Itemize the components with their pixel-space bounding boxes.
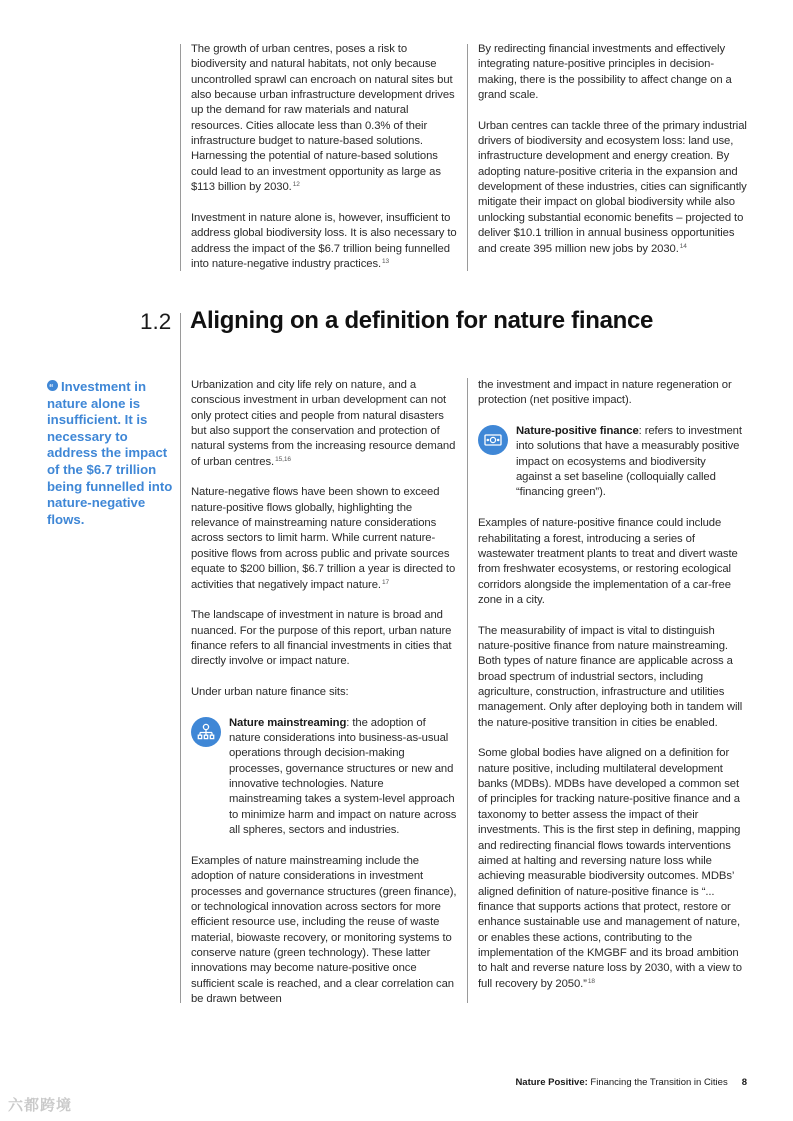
main-left-column xyxy=(191,378,457,1023)
money-icon xyxy=(478,425,508,455)
callout-term: Nature mainstreaming xyxy=(229,716,347,729)
paragraph: Urbanization and city life rely on nature, and a conscious investment in urban development can not only protect cities and people from natural disasters but also support the conservation and protection of natural systems from the increasing resource demand of urban centres.$^{15,16}$ xyxy=(191,379,456,468)
paragraph: By redirecting financial investments and effectively integrating nature-positive principles in decision-making, there is the possibility to affect change on a grand scale. xyxy=(478,43,732,102)
top-right-column xyxy=(478,42,748,272)
top-left-column xyxy=(191,42,461,288)
callout-text: : the adoption of nature considerations into business-as-usual operations through decision-making processes, governance structures or new and innovative technologies. Nature mainstreaming takes a system-level approach to minimize harm and impact on nature across all spheres, sectors and industries. xyxy=(229,716,457,837)
quote-icon xyxy=(47,380,58,391)
report-title: Financing the Transition in Cities xyxy=(587,1077,728,1088)
nature-positive-finance-callout xyxy=(478,424,744,501)
network-icon xyxy=(191,717,221,747)
callout-term: Nature-positive finance xyxy=(516,425,639,438)
callout-text: : refers to investment into solutions that have a measurably positive impact on ecosystems and biodiversity against a set baseline (colloquially called “financing green”). xyxy=(516,425,742,499)
column-rule-top-left xyxy=(180,44,181,271)
pull-quote: “ Investment in nature alone is insufficient. It is necessary to address the impact of the $6.7 trillion being funnelled into nature-negative flows. xyxy=(47,379,173,527)
paragraph: Examples of nature-positive finance could include rehabilitating a forest, introducing a series of wastewater treatment plants to treat and divert waste from freshwater ecosystems, or restoring ecological corridors alongside the implementation of a car-free zone in a city. xyxy=(478,517,738,606)
report-title-bold: Nature Positive: xyxy=(515,1077,588,1088)
section-rule xyxy=(180,313,181,1003)
main-right-column xyxy=(478,378,744,1007)
paragraph: Examples of nature mainstreaming include the adoption of nature considerations in investment processes and governance structures (green finance), or technological innovation across sectors for more efficient resource use, including the reuse of waste material, biowaste recovery, or monitoring systems to conserve nature (green technology). These latter innovations may become nature-positive once sufficient scale is reached, and a clear correlation can be drawn between xyxy=(191,854,457,1005)
section-title: Aligning on a definition for nature finance xyxy=(190,307,654,334)
paragraph: The growth of urban centres, poses a risk to biodiversity and natural habitats, not only because uncontrolled sprawl can encroach on natural sites but also because urban infrastructure development drives up the demand for raw materials and natural resources. Cities allocate less than 0.3% of their infrastructure budget to nature-based solutions. Harnessing the potential of nature-based solutions could lead to an investment opportunity as large as $113 billion by 2030.12 xyxy=(191,43,455,194)
column-rule-top-right xyxy=(467,44,468,271)
section-number: 1.2 xyxy=(140,309,172,334)
paragraph: Investment in nature alone is, however, insufficient to address global biodiversity loss. It is also necessary to address the impact of the $6.7 trillion being funnelled into nature-negative industry practices.$^{13}$ xyxy=(191,211,457,270)
paragraph: Nature-negative flows have been shown to exceed nature-positive flows globally, highlighting the relevance of mainstreaming nature considerations across sectors to limit harm. While current nature-positive flows from across public and private sources equate to $200 billion, $6.7 trillion a year is directed to activities that negatively impact nature.$^{17}$ xyxy=(191,486,456,591)
column-rule-main-right xyxy=(467,378,468,1003)
paragraph: Urban centres can tackle three of the primary industrial drivers of biodiversity and ecosystem loss: land use, infrastructure development and energy creation. By adopting nature-positive criteria in the expansion and development of these industries, cities can significantly mitigate their impact on global biodiversity while also unlocking substantial economic benefits – projected to deliver $10.1 trillion in annual business opportunities and create 395 million new jobs by 2030.14 xyxy=(478,119,747,255)
page-number: 8 xyxy=(741,1077,747,1088)
nature-mainstreaming-callout xyxy=(191,716,457,839)
paragraph: Under urban nature finance sits: xyxy=(191,686,349,699)
svg-text:“: “ xyxy=(49,382,54,392)
watermark: 六都跨境 xyxy=(8,1097,73,1114)
paragraph: the investment and impact in nature regeneration or protection (net positive impact). xyxy=(478,379,732,407)
page-footer xyxy=(515,1077,747,1088)
paragraph: The landscape of investment in nature is broad and nuanced. For the purpose of this report, urban nature finance refers to all financial investments in cities that directly involve or impact nature. xyxy=(191,609,452,668)
paragraph: Some global bodies have aligned on a definition for nature positive, including multilateral development banks (MDBs). MDBs have developed a common set of principles for tracking nature-positive finance and a taxonomy to better assess the impact of their investments. This is the first step in defining, mapping and redirecting financial flows towards interventions aimed at halting and reversing nature loss while achieving measurable biodiversity outcomes. MDBs’ aligned definition of nature-positive finance is “... finance that supports actions that protect, restore or enhance sustainable use and management of nature, or enables these actions, contributing to the implementation of the KMGBF and its broad ambition to halt and reverse nature loss by 2030, with a view to full recovery by 2050.”$^{18}$ xyxy=(478,747,742,990)
paragraph: The measurability of impact is vital to distinguish nature-positive finance from nature mainstreaming. Both types of nature finance are applicable across a broad spectrum of industrial sectors, including agriculture, construction, infrastructure and utilities management. Only after deploying both in tandem will the nature-positive transition in cities be enabled. xyxy=(478,624,743,729)
